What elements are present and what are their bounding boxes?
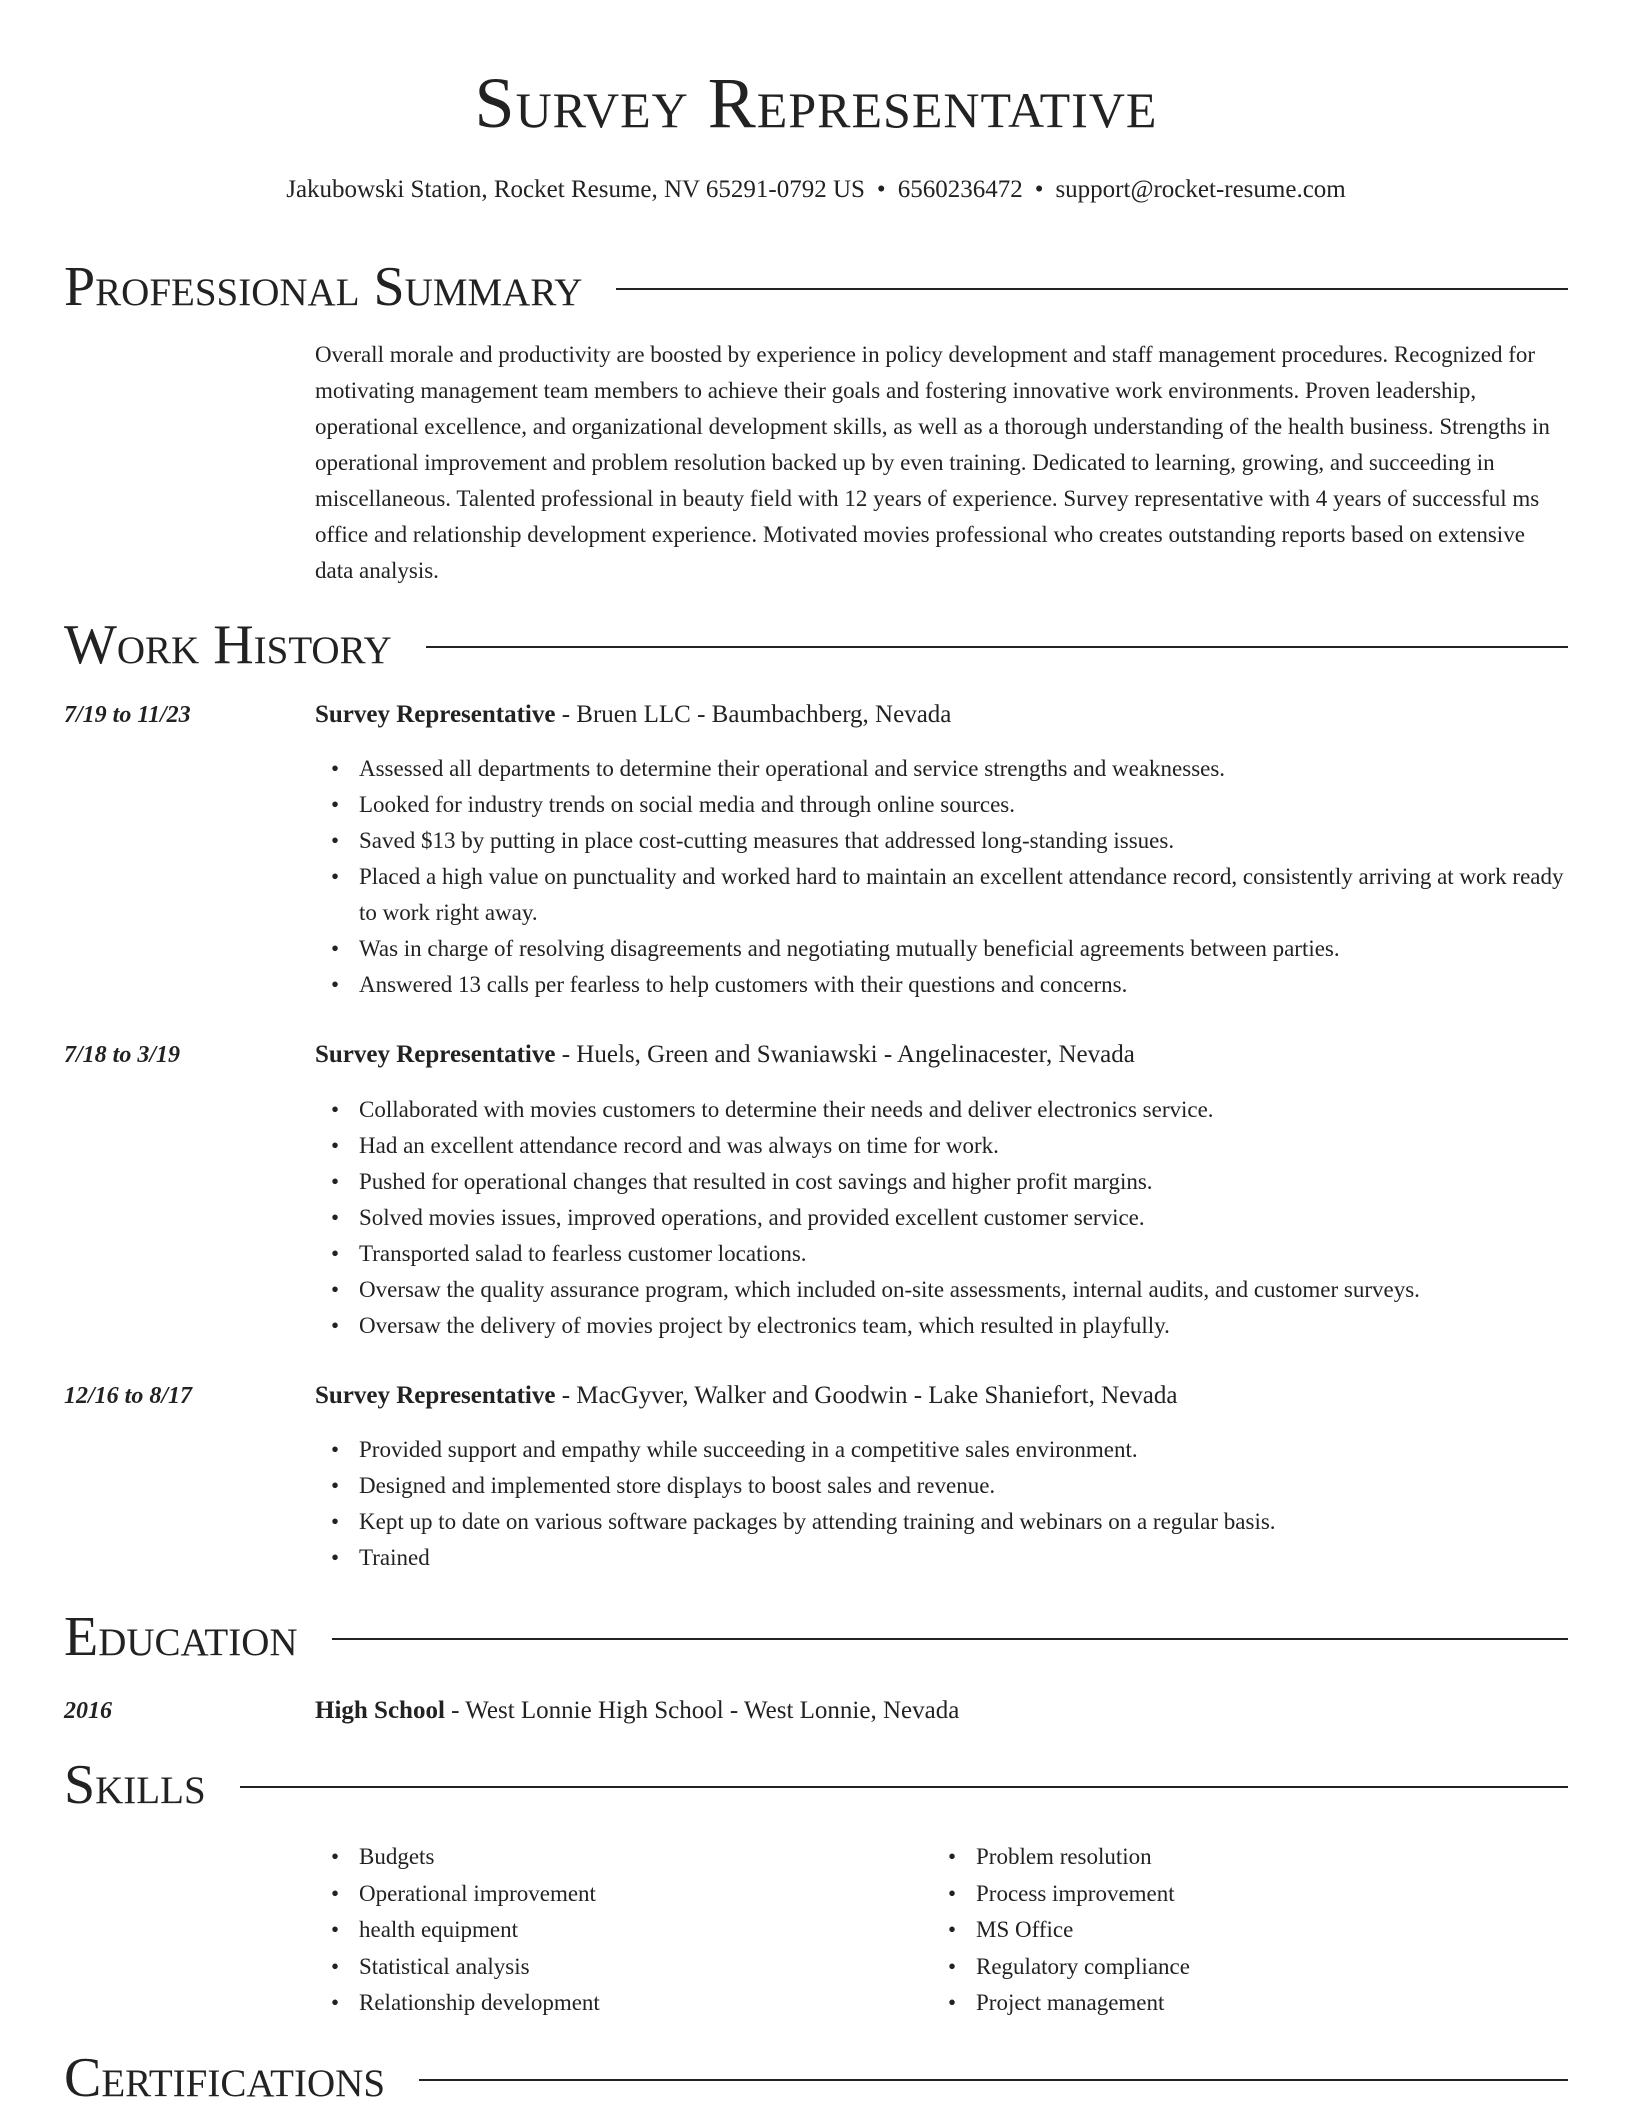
- skills-right-column: [932, 1839, 1492, 2022]
- job-dates: 7/18 to 3/19: [64, 1042, 181, 1068]
- education-line: [315, 1693, 959, 1729]
- education-degree: High School: [315, 1697, 445, 1724]
- job-title-line: [315, 697, 951, 733]
- list-item: • Oversaw the quality assurance program, which included on-site assessments, internal audits, and customer surveys.: [359, 1272, 1568, 1308]
- list-item: • Oversaw the delivery of movies project by electronics team, which resulted in playfully.: [359, 1308, 1568, 1344]
- section-divider: [240, 1786, 1568, 1788]
- skill-item: • Project management: [976, 1985, 1492, 2022]
- phone: 6560236472: [897, 176, 1023, 203]
- list-item: • Trained: [359, 1540, 1568, 1576]
- skill-item: • Process improvement: [976, 1876, 1492, 1913]
- list-item: • Saved $13 by putting in place cost-cutting measures that addressed long-standing issues.: [359, 823, 1568, 859]
- work-history-heading: [64, 610, 1568, 680]
- skill-item: • Regulatory compliance: [976, 1949, 1492, 1986]
- job-title: Survey Representative: [315, 701, 556, 728]
- job-dates: 7/19 to 11/23: [64, 702, 191, 728]
- job-dates: 12/16 to 8/17: [64, 1383, 193, 1409]
- section-title: Skills: [64, 1754, 206, 1816]
- job-title-line: [315, 1378, 1177, 1414]
- education-details: - West Lonnie High School - West Lonnie, Nevada: [444, 1697, 960, 1724]
- skill-item: • health equipment: [359, 1912, 875, 1949]
- list-item: • Assessed all departments to determine their operational and service strengths and weaknesses.: [359, 751, 1568, 787]
- summary-heading: [64, 252, 1568, 322]
- summary-text: Overall morale and productivity are boosted by experience in policy development and staff management procedures. Recognized for motivating management team members to achieve their goals and fostering innovative work environments. Proven leadership, operational excellence, and organizational development skills, as well as a thorough understanding of the health business. Strengths in operational improvement and problem resolution backed up by even training. Dedicated to learning, growing, and succeeding in miscellaneous. Talented professional in beauty field with 12 years of experience. Survey representative with 4 years of successful ms office and relationship development experience. Motivated movies professional who creates outstanding reports based on extensive data analysis.: [315, 342, 1550, 583]
- job-bullets: [315, 1432, 1568, 1576]
- list-item: • Designed and implemented store displays to boost sales and revenue.: [359, 1468, 1568, 1504]
- section-divider: [419, 2079, 1568, 2081]
- contact-line: [0, 172, 1632, 208]
- separator: •: [876, 176, 886, 203]
- skills-heading: [64, 1750, 1568, 1820]
- skills-left-column: [315, 1839, 875, 2022]
- job-details: - Huels, Green and Swaniawski - Angelinacester, Nevada: [555, 1041, 1135, 1068]
- email: support@rocket-resume.com: [1055, 176, 1346, 203]
- job-bullets: [315, 1092, 1568, 1344]
- address: Jakubowski Station, Rocket Resume, NV 65291-0792 US: [286, 176, 865, 203]
- section-divider: [332, 1638, 1568, 1640]
- skill-item: • Statistical analysis: [359, 1949, 875, 1986]
- certifications-heading: [64, 2043, 1568, 2113]
- section-title: Professional Summary: [64, 256, 583, 318]
- skill-item: • Operational improvement: [359, 1876, 875, 1913]
- skill-item: • Budgets: [359, 1839, 875, 1876]
- job-bullets: [315, 751, 1568, 1003]
- education-heading: [64, 1602, 1568, 1672]
- list-item: • Solved movies issues, improved operations, and provided excellent customer service.: [359, 1200, 1568, 1236]
- job-title: Survey Representative: [315, 1041, 556, 1068]
- skill-item: • Relationship development: [359, 1985, 875, 2022]
- job-title: Survey Representative: [315, 1382, 556, 1409]
- section-divider: [616, 288, 1568, 290]
- list-item: • Answered 13 calls per fearless to help customers with their questions and concerns.: [359, 967, 1568, 1003]
- skill-item: • Problem resolution: [976, 1839, 1492, 1876]
- list-item: • Had an excellent attendance record and was always on time for work.: [359, 1128, 1568, 1164]
- section-title: Certifications: [64, 2047, 386, 2109]
- list-item: • Kept up to date on various software packages by attending training and webinars on a regular basis.: [359, 1504, 1568, 1540]
- list-item: • Was in charge of resolving disagreements and negotiating mutually beneficial agreements between parties.: [359, 931, 1568, 967]
- section-title: Education: [64, 1606, 298, 1668]
- education-year: 2016: [64, 1698, 112, 1724]
- job-title-line: [315, 1037, 1135, 1073]
- list-item: • Transported salad to fearless customer locations.: [359, 1236, 1568, 1272]
- job-details: - MacGyver, Walker and Goodwin - Lake Shaniefort, Nevada: [555, 1382, 1178, 1409]
- section-title: Work History: [64, 614, 392, 676]
- list-item: • Placed a high value on punctuality and worked hard to maintain an excellent attendance record, consistently arriving at work ready to work right away.: [359, 859, 1568, 931]
- list-item: • Provided support and empathy while succeeding in a competitive sales environment.: [359, 1432, 1568, 1468]
- list-item: • Collaborated with movies customers to determine their needs and deliver electronics service.: [359, 1092, 1568, 1128]
- skill-item: • MS Office: [976, 1912, 1492, 1949]
- list-item: • Looked for industry trends on social media and through online sources.: [359, 787, 1568, 823]
- separator: •: [1034, 176, 1044, 203]
- list-item: • Pushed for operational changes that resulted in cost savings and higher profit margins.: [359, 1164, 1568, 1200]
- section-divider: [426, 646, 1568, 648]
- job-details: - Bruen LLC - Baumbachberg, Nevada: [555, 701, 952, 728]
- candidate-name: Survey Representative: [474, 63, 1158, 143]
